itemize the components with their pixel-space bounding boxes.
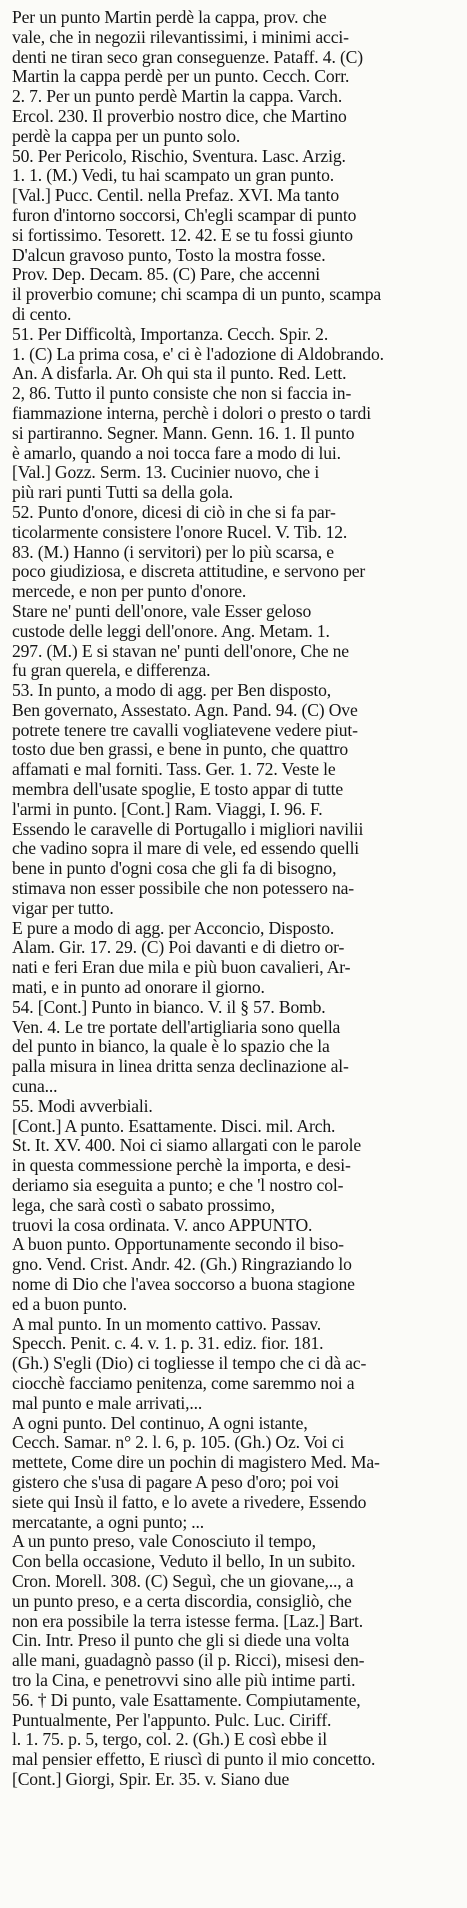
text-line: si fortissimo. Tesorett. 12. 42. E se tu fossi giunto: [12, 225, 353, 245]
text-line: nati e feri Eran due mila e più buon cavalieri, Ar-: [12, 958, 351, 978]
text-line: palla misura in linea dritta senza declinazione al-: [12, 1057, 349, 1077]
text-line: si partiranno. Segner. Mann. Genn. 16. 1. Il punto: [12, 423, 355, 443]
text-line: più rari punti Tutti sa della gola.: [12, 483, 234, 503]
text-line: gistero che s'usa di pagare A peso d'oro; poi voi: [12, 1472, 339, 1492]
text-line: (Gh.) S'egli (Dio) ci togliesse il tempo che ci dà ac-: [12, 1354, 367, 1374]
text-line: gno. Vend. Crist. Andr. 42. (Gh.) Ringraziando lo: [12, 1255, 352, 1275]
text-line: Ercol. 230. Il proverbio nostro dice, che Martino: [12, 106, 347, 126]
text-line: 83. (M.) Hanno (i servitori) per lo più scarsa, e: [12, 542, 334, 562]
text-line: denti ne tiran seco gran conseguenze. Pataff. 4. (C): [12, 47, 363, 67]
text-line: affamati e mal forniti. Tass. Ger. 1. 72. Veste le: [12, 760, 336, 780]
text-line: mercede, e non per punto d'onore.: [12, 582, 247, 602]
text-line: è amarlo, quando a noi tocca fare a modo di lui.: [12, 443, 341, 463]
text-line: lega, che sarà costì o sabato prossimo,: [12, 1195, 275, 1215]
text-line: bene in punto d'ogni cosa che gli fa di bisogno,: [12, 859, 337, 879]
text-line: A ogni punto. Del continuo, A ogni istante,: [12, 1413, 308, 1433]
text-line: 52. Punto d'onore, dicesi di ciò in che si fa par-: [12, 502, 336, 522]
text-line: Puntualmente, Per l'appunto. Pulc. Luc. Ciriff.: [12, 1710, 332, 1730]
text-line: il proverbio comune; chi scampa di un punto, scampa: [12, 285, 382, 305]
text-line: 1. 1. (M.) Vedi, tu hai scampato un gran punto.: [12, 166, 334, 186]
text-line: Per un punto Martin perdè la cappa, prov. che: [12, 8, 327, 27]
text-line: l'armi in punto. [Cont.] Ram. Viaggi, I. 96. F.: [12, 799, 323, 819]
text-line: Alam. Gir. 17. 29. (C) Poi davanti e di dietro or-: [12, 938, 345, 958]
text-line: Martin la cappa perdè per un punto. Cecch. Corr.: [12, 67, 350, 87]
text-line: ed a buon punto.: [12, 1294, 127, 1314]
text-line: mercatante, a ogni punto; ...: [12, 1512, 205, 1532]
text-line: un punto preso, e a certa discordia, consigliò, che: [12, 1591, 352, 1611]
text-line: E pure a modo di agg. per Acconcio, Disposto.: [12, 918, 335, 938]
text-line: del punto in bianco, la quale è lo spazio che la: [12, 1037, 330, 1057]
text-line: Stare ne' punti dell'onore, vale Esser geloso: [12, 601, 312, 621]
text-line: 54. [Cont.] Punto in bianco. V. il § 57. Bomb.: [12, 997, 326, 1017]
text-line: custode delle leggi dell'onore. Ang. Metam. 1.: [12, 621, 330, 641]
text-line: di cento.: [12, 304, 72, 324]
text-line: Ven. 4. Le tre portate dell'artigliaria sono quella: [12, 1017, 341, 1037]
text-line: An. A disfarla. Ar. Oh qui sta il punto. Red. Lett.: [12, 364, 347, 384]
text-line: Essendo le caravelle di Portugallo i migliori navilii: [12, 819, 364, 839]
text-line: 51. Per Difficoltà, Importanza. Cecch. Spir. 2.: [12, 324, 329, 344]
text-line: stimava non esser possibile che non potessero na-: [12, 879, 354, 899]
text-line: perdè la cappa per un punto solo.: [12, 126, 241, 146]
text-line: alle mani, guadagnò passo (il p. Ricci), misesi den-: [12, 1651, 365, 1671]
text-line: [Cont.] A punto. Esattamente. Disci. mil. Arch.: [12, 1116, 336, 1136]
text-line: non era possibile la terra istesse ferma. [Laz.] Bart.: [12, 1611, 363, 1631]
dictionary-text-column: [12, 8, 455, 1790]
text-line: nome di Dio che l'avea soccorso a buona stagione: [12, 1275, 355, 1294]
text-line: furon d'intorno soccorsi, Ch'egli scampar di punto: [12, 205, 357, 225]
text-line: poco giudiziosa, e discreta attitudine, e servono per: [12, 562, 366, 582]
text-line: che vadino sopra il mare di vele, ed essendo quelli: [12, 839, 360, 859]
text-line: Cron. Morell. 308. (C) Seguì, che un giovane,.., a: [12, 1571, 354, 1591]
text-line: [Cont.] Giorgi, Spir. Er. 35. v. Siano due: [12, 1769, 290, 1789]
text-line: vale, che in negozii rilevantissimi, i minimi acci-: [12, 27, 349, 47]
text-line: Cin. Intr. Preso il punto che gli si diede una volta: [12, 1631, 350, 1651]
text-line: Con bella occasione, Veduto il bello, In un subito.: [12, 1552, 356, 1572]
text-line: [Val.] Pucc. Centil. nella Prefaz. XVI. Ma tanto: [12, 186, 339, 206]
text-line: Cecch. Samar. n° 2. l. 6, p. 105. (Gh.) Oz. Voi ci: [12, 1433, 345, 1453]
text-line: St. It. XV. 400. Noi ci siamo allargati con le parole: [12, 1136, 362, 1156]
text-line: 56. † Di punto, vale Esattamente. Compiutamente,: [12, 1690, 361, 1710]
text-line: fiammazione interna, perchè i dolori o presto o tardi: [12, 403, 371, 423]
text-line: vigar per tutto.: [12, 898, 114, 918]
text-line: A mal punto. In un momento cattivo. Passav.: [12, 1314, 322, 1334]
text-line: 55. Modi avverbiali.: [12, 1096, 153, 1116]
text-line: 50. Per Pericolo, Rischio, Sventura. Lasc. Arzig.: [12, 146, 346, 166]
text-line: ticolarmente consistere l'onore Rucel. V. Tib. 12.: [12, 522, 348, 542]
text-line: 1. (C) La prima cosa, e' ci è l'adozione di Aldobrando.: [12, 344, 384, 364]
text-line: cuna...: [12, 1077, 58, 1097]
text-line: potrete tenere tre cavalli vogliatevene vedere piut-: [12, 720, 358, 740]
text-line: 2. 7. Per un punto perdè Martin la cappa. Varch.: [12, 87, 343, 107]
text-line: Ben governato, Assestato. Agn. Pand. 94. (C) Ove: [12, 700, 358, 720]
text-line: mal pensier effetto, E riuscì di punto il mio concetto.: [12, 1750, 376, 1770]
text-line: mal punto e male arrivati,...: [12, 1393, 203, 1413]
text-line: mettete, Come dire un pochin di magistero Med. Ma-: [12, 1453, 380, 1473]
text-line: tosto due ben grassi, e bene in punto, che quattro: [12, 740, 348, 760]
text-line: [Val.] Gozz. Serm. 13. Cucinier nuovo, che i: [12, 463, 320, 483]
text-line: deriamo sia eseguita a punto; e che 'l nostro col-: [12, 1176, 344, 1196]
text-line: truovi la cosa ordinata. V. anco APPUNTO.: [12, 1215, 313, 1235]
text-line: 53. In punto, a modo di agg. per Ben disposto,: [12, 681, 332, 701]
text-line: ciocchè facciamo penitenza, come saremmo noi a: [12, 1373, 355, 1393]
text-line: D'alcun gravoso punto, Tosto la mostra fosse.: [12, 245, 326, 265]
text-line: fu gran querela, e differenza.: [12, 661, 211, 681]
text-line: 2, 86. Tutto il punto consiste che non si faccia in-: [12, 384, 352, 404]
text-line: l. 1. 75. p. 5, tergo, col. 2. (Gh.) E così ebbe il: [12, 1730, 328, 1750]
text-line: in questa commessione perchè la importa, e desi-: [12, 1156, 351, 1176]
text-line: membra dell'usate spoglie, E tosto appar di tutte: [12, 780, 343, 800]
text-line: Prov. Dep. Decam. 85. (C) Pare, che accenni: [12, 265, 320, 285]
text-line: mati, e in punto ad onorare il giorno.: [12, 978, 265, 998]
text-line: 297. (M.) E si stavan ne' punti dell'onore, Che ne: [12, 641, 349, 661]
text-line: siete qui Insù il fatto, e lo avete a rivedere, Essendo: [12, 1492, 367, 1512]
text-line: Specch. Penit. c. 4. v. 1. p. 31. ediz. fior. 181.: [12, 1334, 324, 1354]
text-line: tro la Cina, e penetrovvi sino alle più intime parti.: [12, 1670, 356, 1690]
text-line: A un punto preso, vale Conosciuto il tempo,: [12, 1532, 316, 1552]
text-line: A buon punto. Opportunamente secondo il biso-: [12, 1235, 344, 1255]
